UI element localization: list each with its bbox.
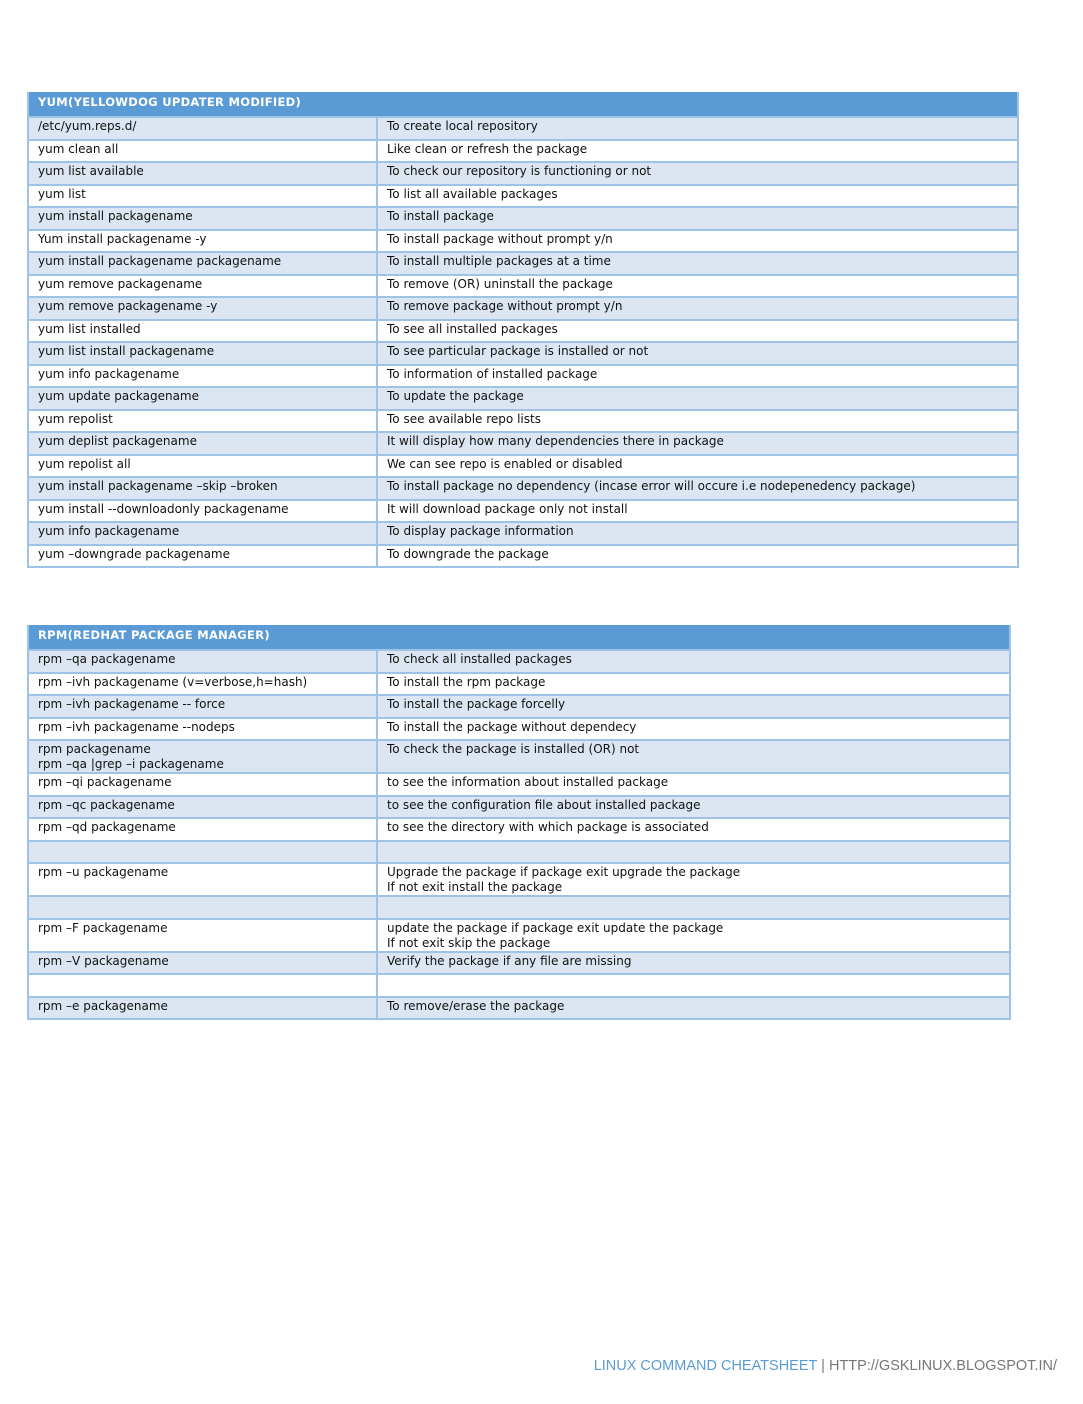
rpm-commands-table — [27, 625, 1011, 1020]
table-row — [29, 431, 1017, 454]
command-cell: yum remove packagename — [29, 276, 378, 297]
description-cell: To install package without prompt y/n — [387, 231, 613, 246]
table-row — [29, 341, 1017, 364]
table-row — [29, 476, 1017, 499]
description-cell: To information of installed package — [387, 366, 598, 381]
description-cell — [378, 975, 1009, 996]
description-cell: To check the package is installed (OR) not — [387, 742, 640, 756]
table-row — [29, 206, 1017, 229]
page-footer — [594, 1358, 1057, 1374]
description-cell: To install package — [387, 209, 494, 223]
description-cell: To update the package — [387, 389, 524, 403]
description-cell: Like clean or refresh the package — [387, 141, 588, 156]
table-row — [29, 499, 1017, 522]
command-cell: rpm –e packagename — [29, 998, 378, 1019]
table-row — [29, 521, 1017, 544]
description-cell: Upgrade the package if package exit upgrade the package If not exit install the package — [387, 865, 741, 894]
description-cell: It will display how many dependencies there in package — [387, 434, 724, 448]
table-row — [29, 649, 1009, 672]
command-cell: rpm –qa packagename — [29, 651, 378, 672]
table-row — [29, 795, 1009, 818]
table-row — [29, 951, 1009, 974]
description-cell: to see the configuration file about installed package — [387, 797, 701, 812]
command-cell: rpm packagename rpm –qa |grep –i packagename — [29, 741, 378, 772]
command-cell: yum repolist — [29, 411, 378, 432]
table-row — [29, 139, 1017, 162]
description-cell: It will download package only not install — [387, 501, 628, 516]
yum-table-title: YUM(YELLOWDOG UPDATER MODIFIED) — [29, 92, 1017, 116]
command-cell: rpm –ivh packagename --nodeps — [29, 719, 378, 740]
command-cell: rpm –qi packagename — [29, 774, 378, 795]
description-cell — [378, 897, 1009, 918]
command-cell: yum update packagename — [29, 388, 378, 409]
description-cell: to see the information about installed package — [387, 775, 669, 789]
description-cell: To remove package without prompt y/n — [387, 299, 623, 313]
description-cell: To list all available packages — [387, 186, 558, 201]
command-cell — [29, 842, 378, 863]
description-cell: To check our repository is functioning or not — [387, 164, 652, 178]
description-cell: update the package if package exit update the package If not exit skip the package — [387, 920, 724, 950]
command-cell: yum info packagename — [29, 366, 378, 387]
command-cell — [29, 975, 378, 996]
table-row — [29, 895, 1009, 918]
description-cell: To see available repo lists — [387, 411, 541, 426]
description-cell: To see particular package is installed or not — [387, 344, 649, 358]
command-cell: yum install packagename — [29, 208, 378, 229]
description-cell: To remove/erase the package — [387, 998, 565, 1013]
command-cell — [29, 897, 378, 918]
table-row — [29, 386, 1017, 409]
command-cell: yum info packagename — [29, 523, 378, 544]
description-cell: To remove (OR) uninstall the package — [387, 276, 613, 291]
table-row — [29, 454, 1017, 477]
table-row — [29, 918, 1009, 951]
description-cell — [378, 842, 1009, 863]
description-cell: To install multiple packages at a time — [387, 254, 611, 268]
command-cell: yum deplist packagename — [29, 433, 378, 454]
table-row — [29, 184, 1017, 207]
table-row — [29, 973, 1009, 996]
footer-separator: | — [821, 1358, 825, 1374]
table-row — [29, 229, 1017, 252]
description-cell: to see the directory with which package is associated — [387, 820, 709, 834]
table-row — [29, 717, 1009, 740]
command-cell: rpm –qc packagename — [29, 797, 378, 818]
description-cell: To install package no dependency (incase error will occure i.e nodepenedency package) — [387, 479, 916, 493]
footer-title: LINUX COMMAND CHEATSHEET — [593, 1358, 818, 1374]
table-row — [29, 672, 1009, 695]
rpm-table-title: RPM(REDHAT PACKAGE MANAGER) — [29, 625, 1009, 649]
table-row — [29, 544, 1017, 567]
command-cell: yum list available — [29, 163, 378, 184]
command-cell: yum install --downloadonly packagename — [29, 501, 378, 522]
description-cell: To display package information — [387, 524, 574, 538]
table-row — [29, 772, 1009, 795]
command-cell: rpm –ivh packagename -- force — [29, 696, 378, 717]
description-cell: To install the package forcelly — [387, 697, 566, 711]
command-cell: yum repolist all — [29, 456, 378, 477]
description-cell: To create local repository — [387, 119, 538, 133]
table-row — [29, 817, 1009, 840]
command-cell: yum install packagename –skip –broken — [29, 478, 378, 499]
description-cell: To install the package without dependecy — [387, 719, 637, 734]
command-cell: yum list — [29, 186, 378, 207]
command-cell: yum –downgrade packagename — [29, 546, 378, 567]
table-row — [29, 996, 1009, 1019]
command-cell: rpm –u packagename — [29, 864, 378, 895]
table-row — [29, 840, 1009, 863]
table-row — [29, 251, 1017, 274]
command-cell: yum remove packagename -y — [29, 298, 378, 319]
command-cell: rpm –ivh packagename (v=verbose,h=hash) — [29, 674, 378, 695]
table-row — [29, 116, 1017, 139]
table-row — [29, 296, 1017, 319]
description-cell: Verify the package if any file are missing — [387, 953, 632, 968]
command-cell: rpm –qd packagename — [29, 819, 378, 840]
command-cell: rpm –V packagename — [29, 953, 378, 974]
description-cell: To install the rpm package — [387, 674, 546, 689]
command-cell: /etc/yum.reps.d/ — [29, 118, 378, 139]
command-cell: yum install packagename packagename — [29, 253, 378, 274]
table-row — [29, 161, 1017, 184]
table-row — [29, 409, 1017, 432]
description-cell: To check all installed packages — [387, 652, 572, 666]
description-cell: To downgrade the package — [387, 546, 549, 561]
command-cell: Yum install packagename -y — [29, 231, 378, 252]
table-row — [29, 319, 1017, 342]
command-cell: yum list install packagename — [29, 343, 378, 364]
table-row — [29, 364, 1017, 387]
command-cell: rpm –F packagename — [29, 920, 378, 951]
command-cell: yum list installed — [29, 321, 378, 342]
table-row — [29, 862, 1009, 895]
table-row — [29, 739, 1009, 772]
table-row — [29, 694, 1009, 717]
description-cell: To see all installed packages — [387, 321, 558, 336]
description-cell: We can see repo is enabled or disabled — [387, 456, 623, 471]
yum-commands-table — [27, 92, 1019, 568]
footer-url: HTTP://GSKLINUX.BLOGSPOT.IN/ — [828, 1358, 1057, 1374]
command-cell: yum clean all — [29, 141, 378, 162]
table-row — [29, 274, 1017, 297]
